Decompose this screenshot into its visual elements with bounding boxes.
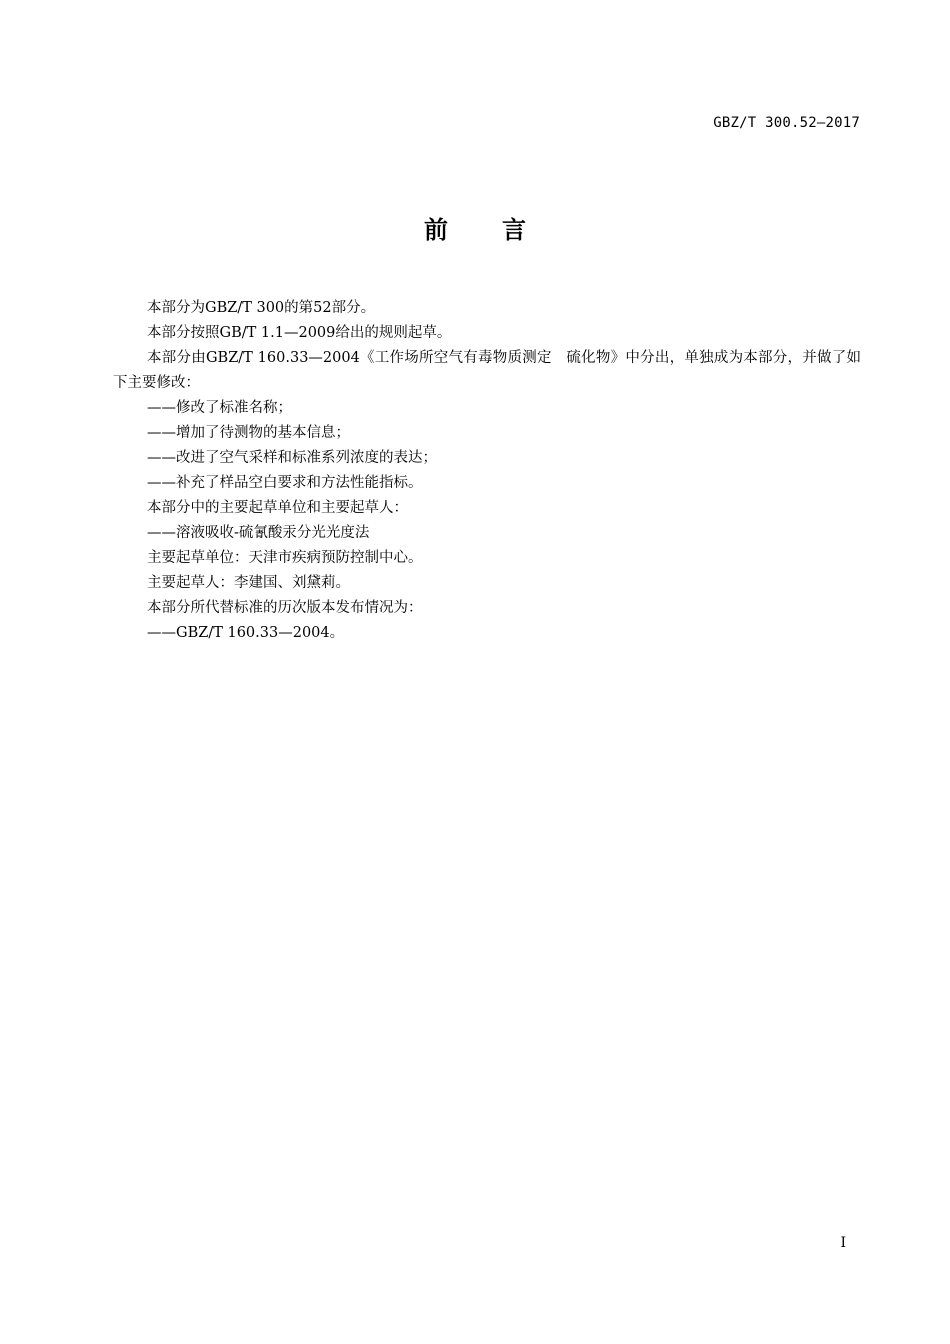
change-item: ——修改了标准名称；	[147, 400, 292, 416]
history-item: ——GBZ/T 160.33—2004。	[147, 625, 345, 641]
change-item: ——补充了样品空白要求和方法性能指标。	[147, 475, 423, 491]
paragraph-drafting-rules: 本部分按照GB/T 1.1—2009给出的规则起草。	[147, 325, 452, 341]
document-code: GBZ/T 300.52—2017	[713, 115, 860, 131]
page-title	[0, 210, 950, 245]
foreword-body	[113, 296, 861, 646]
paragraph-drafters-heading: 本部分中的主要起草单位和主要起草人：	[147, 500, 408, 516]
method-item: ——溶液吸收-硫氰酸汞分光光度法	[147, 525, 370, 541]
paragraph-origin: 本部分由GBZ/T 160.33—2004《工作场所空气有毒物质测定 硫化物》中分出，单独成为本部分，并做了如下主要修改：	[113, 350, 861, 391]
change-item: ——增加了待测物的基本信息；	[147, 425, 350, 441]
title-char-2: 言	[502, 216, 526, 244]
title-char-1: 前	[424, 216, 448, 244]
paragraph-part-statement: 本部分为GBZ/T 300的第52部分。	[147, 300, 376, 316]
paragraph-drafting-unit: 主要起草单位：天津市疾病预防控制中心。	[147, 550, 423, 566]
change-item: ——改进了空气采样和标准系列浓度的表达；	[147, 450, 437, 466]
paragraph-history-heading: 本部分所代替标准的历次版本发布情况为：	[147, 600, 423, 616]
paragraph-drafters: 主要起草人：李建国、刘黛莉。	[147, 575, 350, 591]
page-number: I	[840, 1235, 846, 1251]
